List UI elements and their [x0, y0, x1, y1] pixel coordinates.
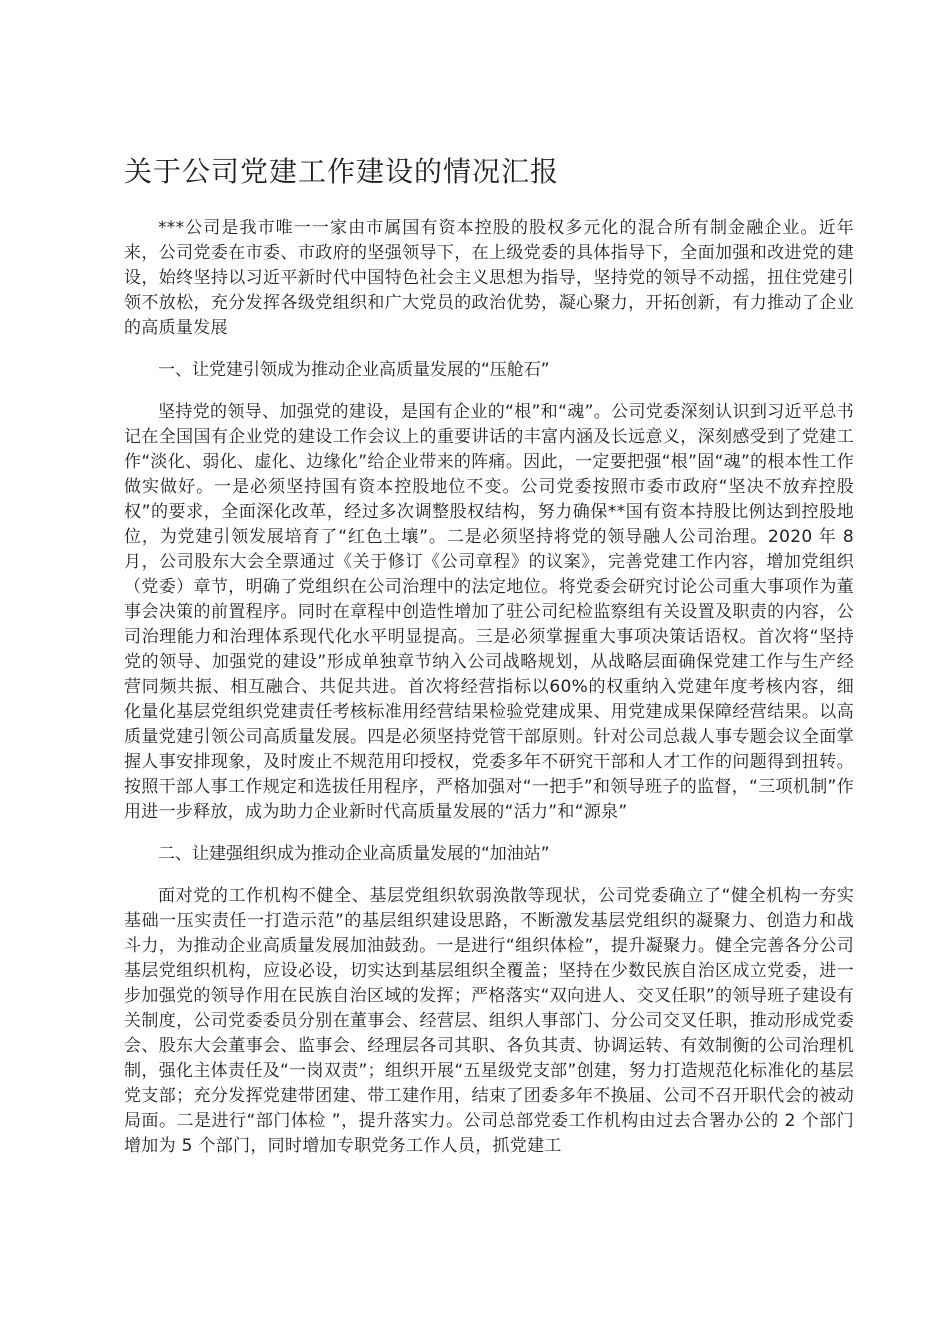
section-2-heading: 二、让建强组织成为推动企业高质量发展的“加油站”	[158, 844, 550, 864]
section-2-body: 面对党的工作机构不健全、基层党组织软弱涣散等现状，公司党委确立了“健全机构一夯实基础一压实责任一打造示范”的基层组织建设思路，不断激发基层党组织的凝聚力、创造力和战斗力，为推动企业高质量发展加油鼓劲。一是进行“组织体检”，提升凝聚力。健全完善各分公司基层党组织机构，应设必设，切实达到基层组织全覆盖；坚持在少数民族自治区成立党委，进一步加强党的领导作用在民族自治区域的发挥；严格落实“双向进人、交叉任职”的领导班子建设有关制度，公司党委委员分别在董事会、经营层、组织人事部门、分公司交叉任职，推动形成党委会、股东大会董事会、监事会、经理层各司其职、各负其责、协调运转、有效制衡的公司治理机制，强化主体责任及“一岗双责”；组织开展“五星级党支部”创建，努力打造规范化标准化的基层党支部；充分发挥党建带团建、带工建作用，结束了团委多年不换届、公司不召开职代会的被动局面。二是进行“部门体检 ”，提升落实力。公司总部党委工作机构由过去合署办公的 2 个部门增加为 5 个部门，同时增加专职党务工作人员，抓党建工	[124, 886, 854, 1156]
document-title: 关于公司党建工作建设的情况汇报	[124, 155, 560, 188]
section-1-body: 坚持党的领导、加强党的建设，是国有企业的“根”和“魂”。公司党委深刻认识到习近平总书记在全国国有企业党的建设工作会议上的重要讲话的丰富内涵及长远意义，深刻感受到了党建工作“淡化、弱化、虚化、边缘化”给企业带来的阵痛。因此，一定要把强“根”固“魂”的根本性工作做实做好。一是必须坚持国有资本控股地位不变。公司党委按照市委市政府“坚决不放弃控股权”的要求，全面深化改革，经过多次调整股权结构，努力确保**国有资本持股比例达到控股地位，为党建引领发展培育了“红色土壤”。二是必须坚持将党的领导融人公司治理。2020 年 8 月，公司股东大会全票通过《关于修订《公司章程》的议案》，完善党建工作内容，增加党组织（党委）章节，明确了党组织在公司治理中的法定地位。将党委会研究讨论公司重大事项作为董事会决策的前置程序。同时在章程中创造性增加了驻公司纪检监察组有关设置及职责的内容，公司治理能力和治理体系现代化水平明显提高。三是必须掌握重大事项决策话语权。首次将“坚持党的领导、加强党的建设”形成单独章节纳入公司战略规划，从战略层面确保党建工作与生产经营同频共振、相互融合、共促共进。首次将经营指标以60%的权重纳入党建年度考核内容，细化量化基层党组织党建责任考核标准用经营结果检验党建成果、用党建成果保障经营结果。以高质量党建引领公司高质量发展。四是必须坚持党管干部原则。针对公司总裁人事专题会议全面掌握人事安排现象，及时废止不规范用印授权，党委多年不研究干部和人才工作的问题得到扭转。按照干部人事工作规定和选拔任用程序，严格加强对“一把手”和领导班子的监督，“三项机制”作用进一步释放，成为助力企业新时代高质量发展的“活力”和“源泉”	[124, 402, 854, 822]
intro-paragraph: ***公司是我市唯一一家由市属国有资本控股的股权多元化的混合所有制金融企业。近年来，公司党委在市委、市政府的坚强领导下，在上级党委的具体指导下，全面加强和改进党的建设，始终坚持以习近平新时代中国特色社会主义思想为指导，坚持党的领导不动摇，扭住党建引领不放松，充分发挥各级党组织和广大党员的政治优势，凝心聚力，开拓创新，有力推动了企业的高质量发展	[124, 218, 854, 338]
section-1-heading: 一、让党建引领成为推动企业高质量发展的“压舱石”	[158, 360, 550, 380]
